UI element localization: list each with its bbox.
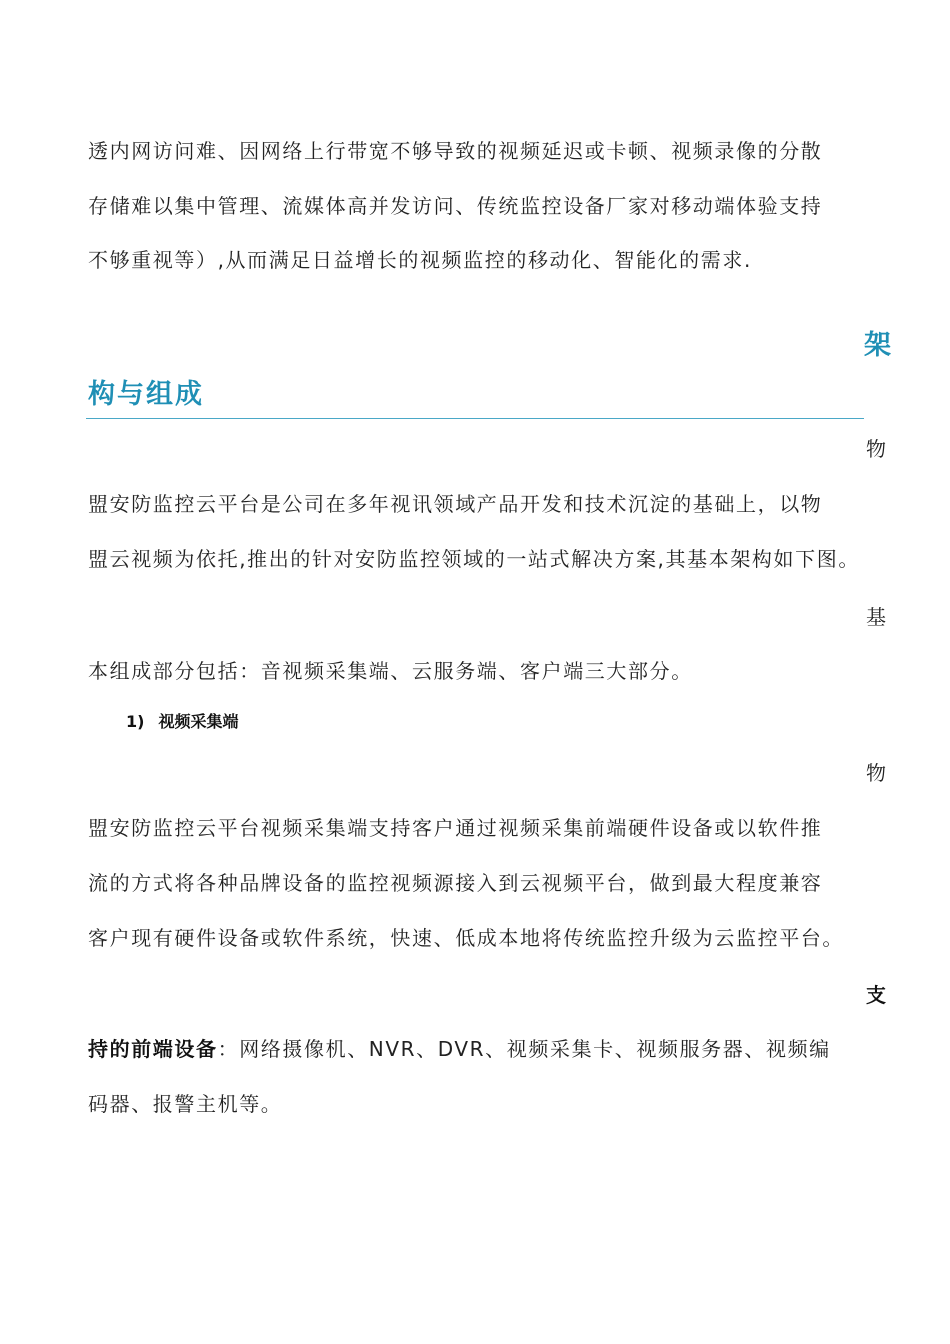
intro-line-1: 透内网访问难、因网络上行带宽不够导致的视频延迟或卡顿、视频录像的分散	[88, 139, 823, 163]
devices-line-1	[88, 1039, 831, 1059]
subsection-title: 视频采集端	[158, 712, 239, 731]
devices-label: 持的前端设备	[88, 1037, 218, 1061]
section-heading-rule	[86, 418, 864, 419]
section-heading-first-char: 架	[864, 330, 891, 361]
devices-first-char: 支	[866, 983, 886, 1007]
subsection-number: 1)	[126, 712, 145, 731]
intro-line-3: 不够重视等）,从而满足日益增长的视频监控的移动化、智能化的需求.	[88, 248, 752, 272]
capture-first-char: 物	[866, 761, 886, 785]
architecture-line-1: 盟安防监控云平台是公司在多年视讯领域产品开发和技术沉淀的基础上，以物	[88, 492, 823, 516]
capture-line-1: 盟安防监控云平台视频采集端支持客户通过视频采集前端硬件设备或以软件推	[88, 816, 823, 840]
capture-line-2: 流的方式将各种品牌设备的监控视频源接入到云视频平台，做到最大程度兼容	[88, 871, 823, 895]
architecture-line-2: 盟云视频为依托,推出的针对安防监控领域的一站式解决方案,其基本架构如下图。	[88, 547, 860, 571]
devices-list: ：网络摄像机、NVR、DVR、视频采集卡、视频服务器、视频编	[217, 1037, 831, 1061]
intro-line-2: 存储难以集中管理、流媒体高并发访问、传统监控设备厂家对移动端体验支持	[88, 194, 823, 218]
architecture-first-char: 物	[866, 437, 886, 461]
devices-line-2: 码器、报警主机等。	[88, 1092, 283, 1116]
section-heading: 构与组成	[88, 379, 204, 410]
subsection-heading	[126, 714, 238, 730]
components-line-1: 本组成部分包括：音视频采集端、云服务端、客户端三大部分。	[88, 659, 693, 683]
components-first-char: 基	[866, 605, 886, 629]
capture-line-3: 客户现有硬件设备或软件系统，快速、低成本地将传统监控升级为云监控平台。	[88, 926, 844, 950]
